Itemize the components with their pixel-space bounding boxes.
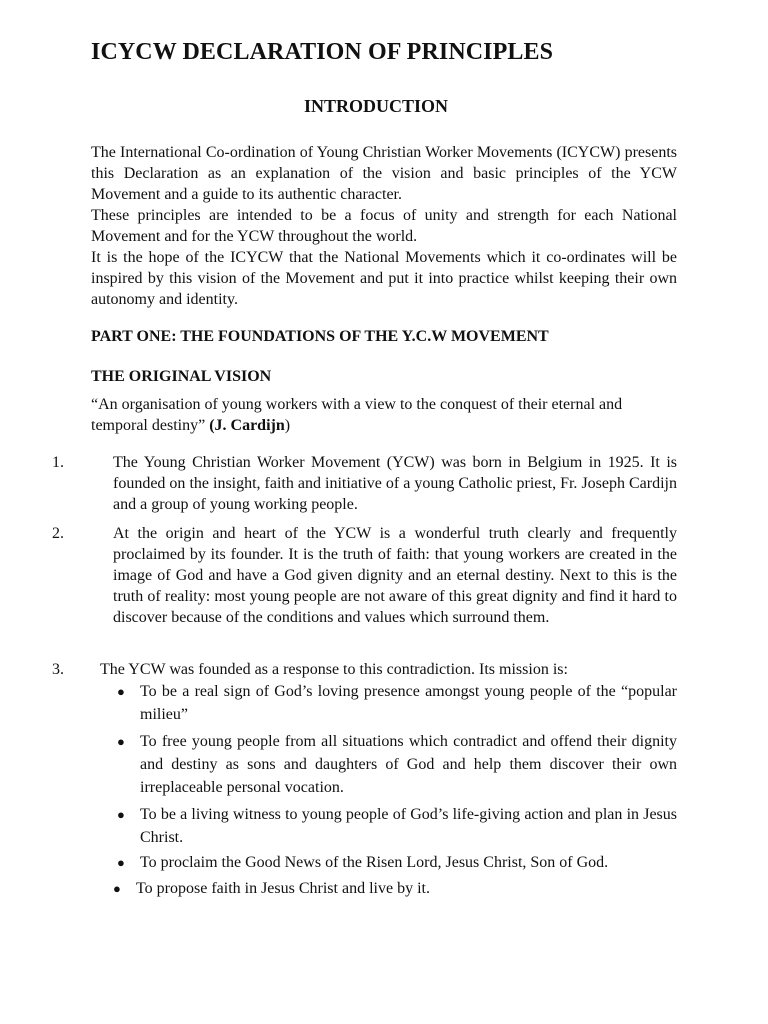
quote-author: (J. Cardijn: [209, 417, 285, 434]
item-text: At the origin and heart of the YCW is a wonderful truth clearly and frequently proclaimed by its founder. It is the truth of faith: that young workers are created in the image of God and have a God given dignity and an eternal destiny. Next to this is the truth of reality: most young people are not aware of this great dignity and find it hard to discover because of the conditions and values which surround them.: [113, 525, 677, 626]
bullet-icon: ●: [113, 881, 121, 896]
bullet-icon: ●: [117, 734, 125, 749]
intro-paragraph: The International Co-ordination of Young Christian Worker Movements (ICYCW) presents this Declaration as an explanation of the vision and basic principles of the YCW Movement and a guide to its authentic character.: [91, 144, 677, 203]
part-one-heading: PART ONE: THE FOUNDATIONS OF THE Y.C.W MOVEMENT: [91, 328, 549, 345]
document-title: ICYCW DECLARATION OF PRINCIPLES: [91, 39, 554, 65]
quote-text: “An organisation of young workers with a view to the conquest of their eternal and temporal destiny”: [91, 396, 623, 434]
bullet-icon: ●: [117, 855, 125, 870]
bullet-icon: ●: [117, 807, 125, 822]
list-item-text: To propose faith in Jesus Christ and live by it.: [136, 880, 430, 897]
list-item-text: To free young people from all situations which contradict and offend their dignity and destiny as sons and daughters of God and help them discover their own irreplaceable personal vocation.: [140, 733, 677, 796]
list-item-text: To be a living witness to young people of God’s life-giving action and plan in Jesus Christ.: [140, 806, 677, 846]
intro-paragraph: It is the hope of the ICYCW that the National Movements which it co-ordinates will be inspired by this vision of the Movement and put it into practice whilst keeping their own autonomy and identity.: [91, 249, 677, 308]
intro-paragraph: These principles are intended to be a focus of unity and strength for each National Movement and for the YCW throughout the world.: [91, 207, 677, 245]
list-item-text: To proclaim the Good News of the Risen Lord, Jesus Christ, Son of God.: [140, 854, 609, 871]
cardijn-quote: [91, 394, 677, 436]
item-text: The YCW was founded as a response to this contradiction. Its mission is:: [100, 661, 568, 678]
item-text: The Young Christian Worker Movement (YCW) was born in Belgium in 1925. It is founded on the insight, faith and initiative of a young Catholic priest, Fr. Joseph Cardijn and a group of young working people.: [113, 454, 677, 513]
item-number: 3.: [52, 661, 64, 678]
item-number: 1.: [52, 454, 64, 471]
item-number: 2.: [52, 525, 64, 542]
section-title-introduction: INTRODUCTION: [304, 96, 449, 116]
original-vision-heading: THE ORIGINAL VISION: [91, 368, 272, 385]
quote-close: ): [284, 417, 291, 434]
introduction-body: [91, 142, 677, 310]
bullet-icon: ●: [117, 684, 125, 699]
list-item-text: To be a real sign of God’s loving presence amongst young people of the “popular milieu”: [140, 683, 677, 723]
